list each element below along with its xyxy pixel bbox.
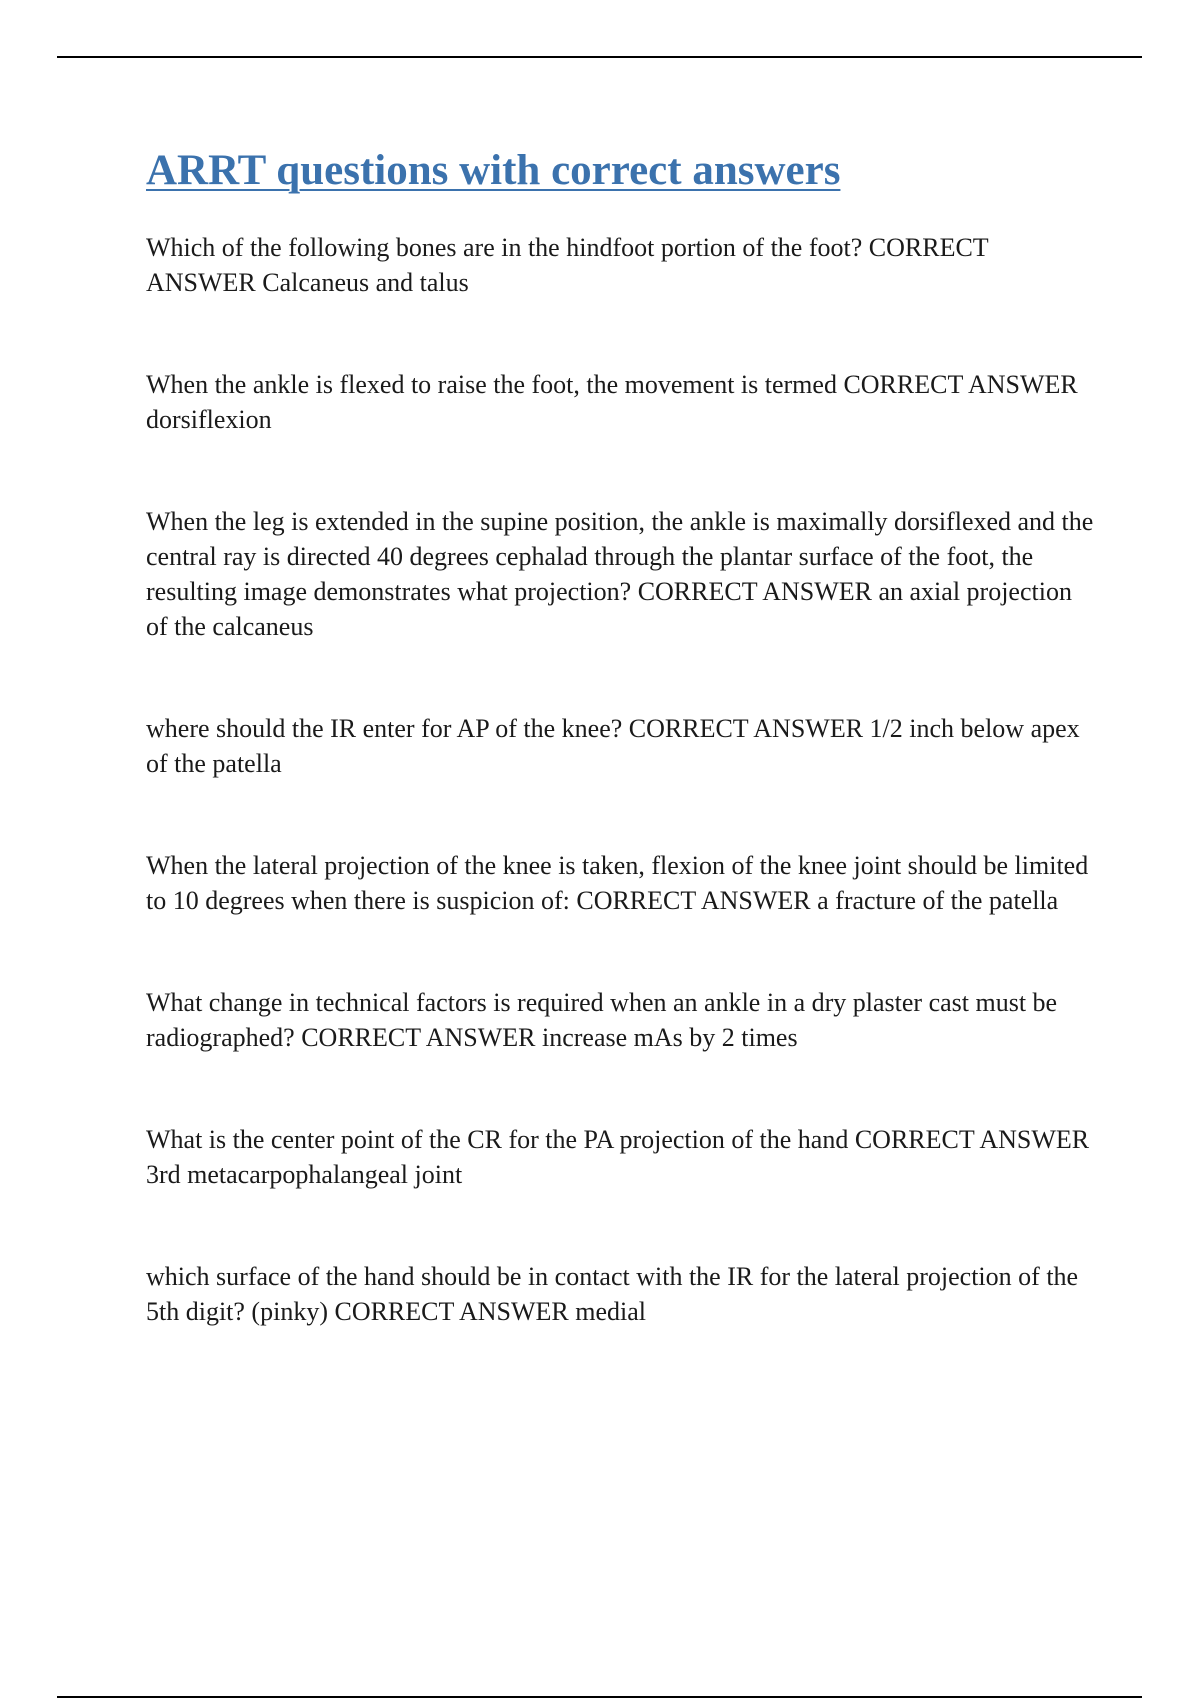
footer-rule [57, 1696, 1142, 1698]
qa-list [146, 230, 1096, 1329]
qa-item: What change in technical factors is required when an ankle in a dry plaster cast must be radiographed? CORRECT ANSWER increase mAs by 2 times [146, 988, 1058, 1052]
qa-item: which surface of the hand should be in contact with the IR for the lateral projection of the 5th digit? (pinky) CORRECT ANSWER medial [146, 1262, 1079, 1326]
document-title: ARRT questions with correct answers [146, 147, 841, 194]
qa-item: where should the IR enter for AP of the knee? CORRECT ANSWER 1/2 inch below apex of the patella [146, 714, 1080, 778]
qa-item: When the ankle is flexed to raise the foot, the movement is termed CORRECT ANSWER dorsiflexion [146, 370, 1078, 434]
document-body [146, 146, 1096, 1396]
qa-item: When the leg is extended in the supine position, the ankle is maximally dorsiflexed and the central ray is directed 40 degrees cephalad through the plantar surface of the foot, the resulting image demonstrates what projection? CORRECT ANSWER an axial projection of the calcaneus [146, 507, 1094, 641]
qa-item: Which of the following bones are in the hindfoot portion of the foot? CORRECT ANSWER Calcaneus and talus [146, 233, 989, 297]
qa-item: What is the center point of the CR for the PA projection of the hand CORRECT ANSWER 3rd metacarpophalangeal joint [146, 1125, 1090, 1189]
header-rule [57, 56, 1142, 58]
qa-item: When the lateral projection of the knee is taken, flexion of the knee joint should be limited to 10 degrees when there is suspicion of: CORRECT ANSWER a fracture of the patella [146, 851, 1089, 915]
